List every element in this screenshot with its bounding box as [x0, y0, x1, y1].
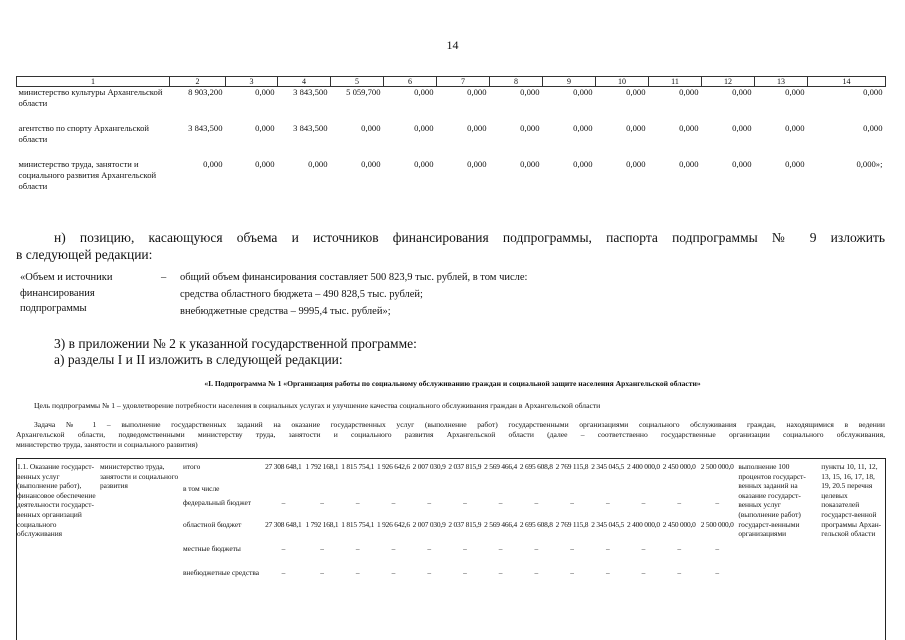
task-line-1: Задача № 1 – выполнение государственных заданий на оказание государственных услуг (выполнение работ) государственными организациями социального обслуживания граждан, находящимися в ведении — [34, 420, 885, 429]
table-cell: – — [641, 544, 646, 553]
table-cell: 0,000 — [255, 87, 275, 97]
table-cell: 0,000 — [785, 87, 805, 97]
funding-source: внебюджетные средства — [182, 568, 259, 577]
table-cell — [411, 484, 447, 498]
table-cell: 27 308 648,1 — [265, 520, 302, 529]
table-cell: – — [715, 568, 719, 577]
org-name: министерство труда, занятости и социального развития Архангельской области — [18, 158, 157, 191]
table-cell — [340, 484, 376, 498]
top-table-header-row — [17, 77, 886, 87]
table-cell: – — [498, 544, 503, 553]
table-cell: 0,000 — [361, 158, 381, 169]
table-cell — [626, 484, 662, 498]
table-cell: 0,000 — [203, 158, 223, 169]
table-cell: 0,000 — [255, 122, 275, 133]
table-cell: 27 308 648,1 — [265, 462, 302, 471]
table-cell: 0,000 — [679, 87, 699, 97]
table-cell: 2 569 466,4 — [484, 462, 517, 471]
top-table-header-cell: 10 — [596, 77, 649, 87]
funding-label-line: финансирования — [20, 287, 95, 299]
table-cell: 0,000 — [414, 87, 434, 97]
table-cell: 2 695 608,8 — [519, 462, 553, 471]
table-cell: 1 815 754,1 — [341, 520, 375, 529]
table-cell: 2 345 045,5 — [591, 462, 625, 471]
funding-line: внебюджетные средства – 9995,4 тыс. рублей»; — [180, 306, 391, 317]
table-cell — [447, 484, 483, 498]
table-cell: – — [391, 544, 396, 553]
table-cell: – — [498, 498, 503, 507]
table-cell: 0,000 — [255, 158, 275, 169]
funding-source: областной бюджет — [182, 520, 242, 529]
funding-label — [20, 270, 112, 317]
table-cell: 0,000 — [467, 87, 487, 97]
table-cell: 0,000 — [520, 87, 540, 97]
table-cell: 2 007 030,9 — [412, 462, 446, 471]
table-cell: 3 843,500 — [293, 87, 328, 97]
table-cell: 2 007 030,9 — [412, 520, 446, 529]
table-cell: 0,000 — [414, 122, 434, 133]
table-cell: – — [427, 498, 431, 507]
funding-label-line: подпрограммы — [20, 303, 87, 314]
table-cell: – — [463, 498, 467, 507]
table-cell — [661, 484, 697, 498]
top-table-header-cell: 9 — [543, 77, 596, 87]
bottom-table-border — [885, 458, 886, 640]
table-cell: – — [355, 568, 360, 577]
bottom-table-top-border — [16, 458, 885, 459]
table-cell: – — [427, 568, 431, 577]
table-cell: 0,000 — [467, 122, 487, 133]
table-cell: 2 769 115,8 — [555, 462, 589, 471]
table-cell: – — [677, 568, 681, 577]
task-line-2: Архангельской области, подведомственными министерству труда, занятости и социального развития Архангельской области (далее – соответственно государственные организации социального обслуживания, — [16, 430, 885, 439]
table-cell: 2 569 466,4 — [484, 520, 517, 529]
table-cell: 2 037 815,9 — [448, 520, 482, 529]
table-cell: – — [391, 498, 396, 507]
table-cell — [483, 484, 519, 498]
table-cell — [263, 484, 304, 498]
measure-name: 1.1. Оказание государст-венных услуг (выполнение работ), финансовое обеспечение деятельности государст-венных организаций социального обслуживания — [17, 462, 96, 539]
funding-line: средства областного бюджета – 490 828,5 тыс. рублей; — [180, 289, 423, 300]
top-table-header-cell: 14 — [808, 77, 886, 87]
table-cell: 5 059,700 — [346, 87, 381, 97]
table-cell: – — [320, 568, 324, 577]
funding-dash: – — [161, 272, 167, 283]
table-cell: 0,000 — [626, 87, 646, 97]
table-cell: 1 792 168,1 — [305, 520, 339, 529]
table-cell: 2 345 045,5 — [591, 520, 625, 529]
page-number: 14 — [446, 38, 459, 52]
table-cell — [697, 484, 737, 498]
table-cell: 2 037 815,9 — [448, 462, 482, 471]
para-n-line2: в следующей редакции: — [16, 247, 153, 262]
subprogram-measures-table — [16, 462, 885, 632]
table-cell: 2 500 000,0 — [700, 520, 734, 529]
table-cell: 0,000 — [414, 158, 434, 169]
table-cell: 0,000 — [863, 122, 883, 133]
top-table-header-cell: 8 — [490, 77, 543, 87]
table-cell: – — [641, 498, 646, 507]
table-cell: – — [534, 568, 539, 577]
table-cell: – — [605, 544, 610, 553]
top-table-header-cell: 3 — [226, 77, 278, 87]
table-cell: 1 926 642,6 — [376, 520, 410, 529]
table-cell: – — [281, 498, 286, 507]
top-table-header-cell: 11 — [649, 77, 702, 87]
table-cell: 1 926 642,6 — [376, 462, 410, 471]
table-cell: 0,000 — [785, 158, 805, 169]
table-cell: – — [715, 544, 719, 553]
table-cell: – — [320, 498, 324, 507]
table-cell: – — [677, 544, 681, 553]
top-table-header-cell: 6 — [384, 77, 437, 87]
table-cell: 3 843,500 — [188, 122, 223, 133]
funding-label-line: «Объем и источники — [20, 272, 113, 283]
table-cell: 1 792 168,1 — [305, 462, 339, 471]
funding-lines — [180, 270, 527, 320]
table-cell: – — [498, 568, 503, 577]
table-cell: 8 903,200 — [188, 87, 223, 97]
top-table-header-cell: 4 — [278, 77, 331, 87]
org-name: министерство культуры Архангельской области — [18, 87, 163, 108]
table-cell — [554, 484, 590, 498]
table-cell: 2 450 000,0 — [662, 462, 696, 471]
table-cell: 1 815 754,1 — [341, 462, 375, 471]
table-cell — [182, 592, 737, 632]
table-cell — [376, 484, 412, 498]
top-table-header-cell: 7 — [437, 77, 490, 87]
table-cell: – — [355, 544, 360, 553]
table-cell: 0,000 — [626, 122, 646, 133]
table-cell: – — [677, 498, 681, 507]
table-cell: 0,000 — [361, 122, 381, 133]
table-row — [17, 159, 886, 209]
table-cell — [304, 484, 340, 498]
table-cell: 0,000 — [626, 158, 646, 169]
table-row — [17, 123, 886, 159]
table-cell: – — [534, 498, 539, 507]
funding-source: местные бюджеты — [182, 544, 241, 553]
top-table-header-cell: 1 — [17, 77, 170, 87]
funding-line: общий объем финансирования составляет 500 823,9 тыс. рублей, в том числе: — [180, 272, 528, 283]
funding-source: в том числе — [182, 484, 220, 493]
table-cell: – — [605, 498, 610, 507]
table-cell: 2 450 000,0 — [662, 520, 696, 529]
task-line-3: министерство труда, занятости и социального развития) — [16, 440, 198, 449]
table-cell: 0,000 — [520, 122, 540, 133]
table-cell: – — [641, 568, 646, 577]
table-cell: 3 843,500 — [293, 122, 328, 133]
table-cell: 0,000 — [573, 87, 593, 97]
table-cell: – — [605, 568, 610, 577]
table-cell: – — [281, 544, 286, 553]
table-cell: – — [320, 544, 324, 553]
table-cell: 0,000 — [520, 158, 540, 169]
table-cell: 0,000 — [732, 158, 752, 169]
para-3: 3) в приложении № 2 к указанной государственной программе: — [54, 336, 417, 351]
table-cell: 0,000 — [732, 122, 752, 133]
table-cell: 2 500 000,0 — [700, 462, 734, 471]
table-cell: 0,000 — [573, 158, 593, 169]
table-cell: 0,000 — [679, 122, 699, 133]
funding-source: федеральный бюджет — [182, 498, 251, 507]
table-cell: 2 400 000,0 — [626, 520, 660, 529]
goal-text: Цель подпрограммы № 1 – удовлетворение потребности населения в социальных услугах и улучшение качества социального обслуживания граждан в Архангельской области — [34, 401, 601, 410]
table-cell: 0,000 — [785, 122, 805, 133]
table-cell: – — [715, 498, 719, 507]
org-name: агентство по спорту Архангельской области — [18, 122, 150, 144]
table-cell: 0,000 — [863, 87, 883, 97]
table-cell: 0,000 — [732, 87, 752, 97]
expected-result: выполнение 100 процентов государст-венных заданий на оказание государст-венных услуг (выполнение работ) государст-венными организациями — [738, 462, 806, 539]
table-cell: – — [570, 498, 574, 507]
table-cell: – — [463, 544, 467, 553]
table-cell: 0,000 — [679, 158, 699, 169]
table-cell: – — [355, 498, 360, 507]
para-a: а) разделы I и II изложить в следующей редакции: — [54, 352, 343, 367]
funding-source: итого — [182, 462, 201, 471]
indicator-link: пункты 10, 11, 12, 13, 15, 16, 17, 18, 19, 20.5 перечня целевых показателей государст-венной программы Архан-гельской области — [821, 462, 882, 539]
top-table-header-cell: 5 — [331, 77, 384, 87]
table-cell: – — [463, 568, 467, 577]
table-cell: 0,000 — [308, 158, 328, 169]
table-cell: 0,000»; — [856, 158, 883, 169]
executor-name: министерство труда, занятости и социального развития — [99, 462, 179, 491]
table-cell: 2 769 115,8 — [555, 520, 589, 529]
top-funding-table — [16, 76, 886, 209]
table-cell: – — [391, 568, 396, 577]
table-row — [17, 87, 886, 123]
table-cell: 0,000 — [467, 158, 487, 169]
para-n-line1: н) позицию, касающуюся объема и источников финансирования подпрограммы, паспорта подпрограммы № 9 изложить — [54, 230, 885, 245]
top-table-header-cell: 12 — [702, 77, 755, 87]
table-cell — [518, 484, 554, 498]
section-title: «I. Подпрограмма № 1 «Организация работы по социальному обслуживанию граждан и социальной защите населения Архангельской области» — [204, 379, 701, 388]
table-cell: – — [534, 544, 539, 553]
table-row — [16, 462, 885, 484]
table-cell: 2 400 000,0 — [626, 462, 660, 471]
table-cell: – — [281, 568, 286, 577]
table-cell: – — [427, 544, 431, 553]
top-table-header-cell: 2 — [170, 77, 226, 87]
top-table-header-cell: 13 — [755, 77, 808, 87]
table-cell — [590, 484, 626, 498]
table-cell: – — [570, 568, 574, 577]
table-cell: – — [570, 544, 574, 553]
table-cell: 2 695 608,8 — [519, 520, 553, 529]
table-cell: 0,000 — [573, 122, 593, 133]
